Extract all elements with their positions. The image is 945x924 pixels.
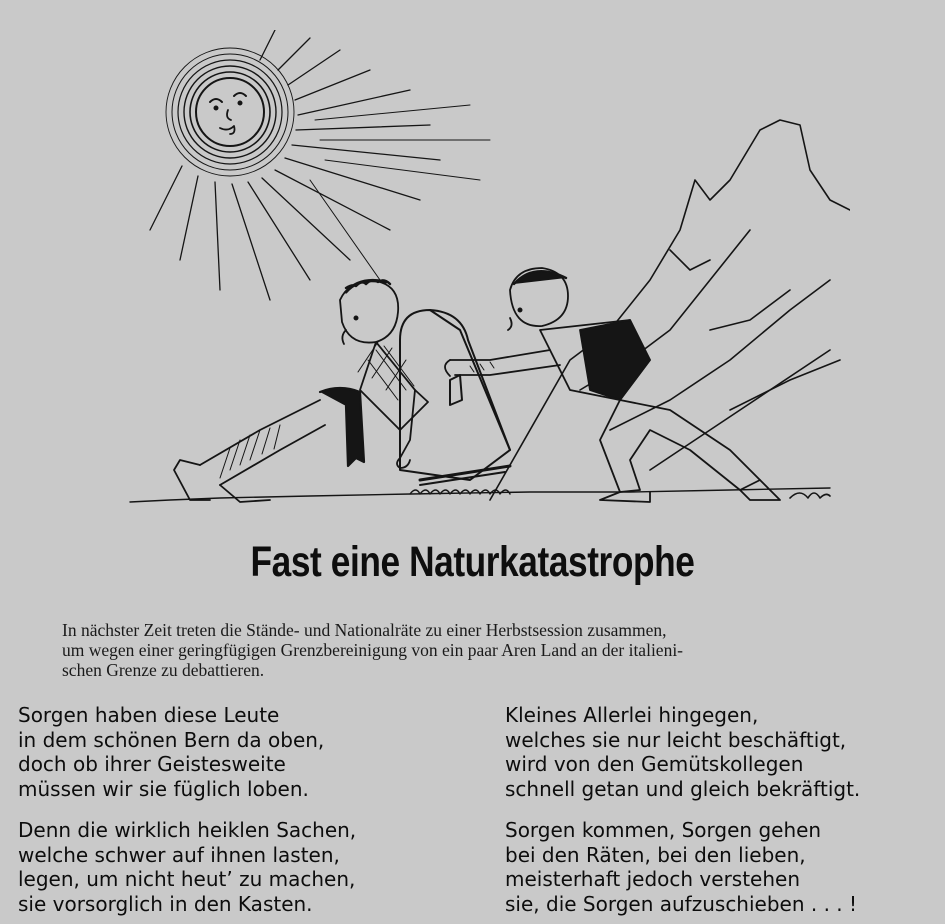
poem-line: müssen wir sie füglich loben.	[18, 776, 309, 801]
poem-line: Sorgen kommen, Sorgen gehen	[505, 818, 822, 842]
article-intro	[62, 620, 912, 680]
sun-drawing	[150, 30, 490, 300]
poem-stanza-1	[18, 703, 324, 801]
poem-line: doch ob ihrer Geistesweite	[18, 752, 286, 776]
intro-line: In nächster Zeit treten die Stände- und Nationalräte zu einer Herbstsession zusammen,	[62, 620, 667, 640]
poem-line: welche schwer auf ihnen lasten,	[18, 842, 340, 867]
left-man-drawing	[174, 280, 428, 502]
article-headline: Fast eine Naturkatastrophe	[250, 538, 695, 586]
border-stone-drawing	[400, 310, 510, 485]
poem-line: Sorgen haben diese Leute	[18, 703, 280, 727]
cartoon-illustration	[110, 30, 850, 520]
poem-line: sie, die Sorgen aufzuschieben . . . !	[505, 891, 858, 916]
intro-line: um wegen einer geringfügigen Grenzbereinigung von ein paar Aren Land an der italieni-	[62, 640, 684, 660]
poem-line: in dem schönen Bern da oben,	[18, 727, 325, 752]
intro-line: schen Grenze zu debattieren.	[62, 660, 265, 680]
poem-stanza-3	[505, 703, 860, 801]
poem-line: schnell getan und gleich bekräftigt.	[505, 776, 861, 801]
mountains-drawing	[490, 120, 850, 500]
poem-line: bei den Räten, bei den lieben,	[505, 842, 806, 867]
ground-line	[130, 488, 830, 502]
artist-signature	[790, 493, 830, 498]
poem-line: wird von den Gemütskollegen	[505, 752, 804, 776]
poem-line: Denn die wirklich heiklen Sachen,	[18, 818, 357, 842]
poem-line: meisterhaft jedoch verstehen	[505, 867, 801, 891]
poem-line: welches sie nur leicht beschäftigt,	[505, 727, 847, 752]
poem-line: legen, um nicht heut’ zu machen,	[18, 867, 356, 891]
poem-stanza-4	[505, 818, 857, 916]
poem-stanza-2	[18, 818, 356, 916]
poem-line: sie vorsorglich in den Kasten.	[18, 891, 313, 916]
poem-line: Kleines Allerlei hingegen,	[505, 703, 759, 727]
